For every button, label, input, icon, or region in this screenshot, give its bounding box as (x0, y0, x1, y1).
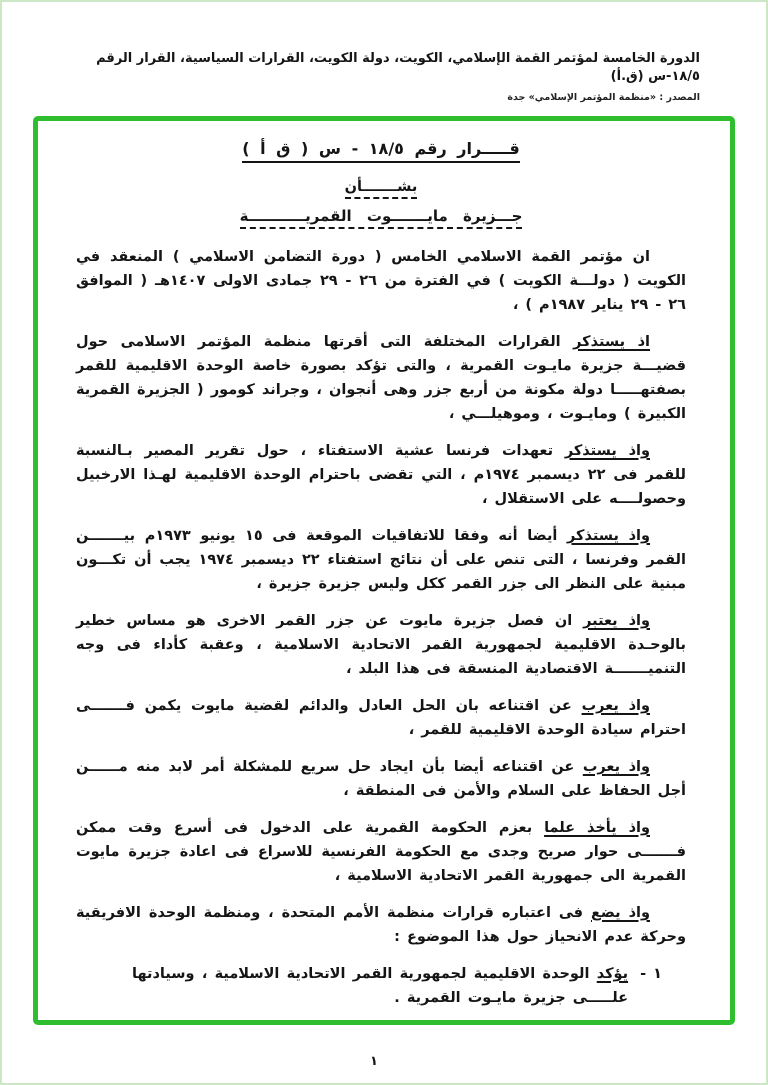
clause-lead: واذ يستذكر (564, 443, 650, 459)
clause-lead: واذ يضع (590, 905, 650, 921)
preamble-paragraph: ان مؤتمر القمة الاسلامي الخامس ( دورة التضامن الاسلامي ) المنعقد في الكويت ( دولـــة الكويت ) في الفترة من ٢٦ - ٢٩ جمادى الاولى ١٤٠٧هـ ( الموافق ٢٦ - ٢٩ يناير ١٩٨٧م ) ، (76, 249, 686, 313)
operative-item-number: ١ - (640, 966, 662, 982)
clause-lead: واذ يستذكر (567, 528, 651, 544)
clause-lead: اذ يستذكر (573, 334, 650, 350)
resolution-title: قـــــرار رقم ١٨/٥ - س ( ق أ ) (242, 139, 520, 163)
header-source: المصدر : «منظمة المؤتمر الإسلامي» جدة (507, 92, 700, 104)
clause-paragraph (76, 816, 686, 888)
clause-text: عن اقتناعه بان الحل العادل والدائم لقضية مايوت يكمن فـــــــى احترام سيادة الوحدة الاقليمية للقمر ، (76, 698, 686, 738)
clause-paragraph (76, 694, 686, 742)
clause-text: بعزم الحكومة القمرية على الدخول فى أسرع وقت ممكن فـــــــى حوار صريح وجدى مع الحكومة الفرنسية للاسراع فى اعادة جزيرة مايوت القمرية الى جمهورية القمر الاتحادية الاسلامية ، (76, 820, 686, 884)
page-number: ١ (370, 1054, 378, 1069)
clause-paragraph (76, 609, 686, 681)
clause-paragraph (76, 901, 686, 949)
resolution-about-row (76, 179, 686, 199)
highlight-frame (33, 116, 735, 1025)
clause-text: عن اقتناعه أيضا بأن ايجاد حل سريع للمشكلة أمر لابد منه مــــــن أجل الحفاظ على السلام والأمن فى المنطقة ، (76, 759, 686, 799)
clause-lead: واذ يأخذ علما (544, 820, 650, 836)
clause-paragraph (76, 755, 686, 803)
clause-text: تعهدات فرنسا عشية الاستفتاء ، حول تقرير المصير بـالنسبة للقمر فى ٢٢ ديسمبر ١٩٧٤م ، التي تقضى باحترام الوحدة الاقليمية لهـذا الارخبيل وحصولــــه على الاستقلال ، (76, 443, 686, 507)
resolution-subject-row (76, 207, 686, 229)
header-citation: الدورة الخامسة لمؤتمر القمة الإسلامي، الكويت، دولة الكويت، القرارات السياسية، القرار الرقم ١٨/٥-س (ق.أ) (96, 51, 700, 84)
clause-text: فى اعتباره قرارات منظمة الأمم المتحدة ، ومنظمة الوحدة الافريقية وحركة عدم الانحياز حول هذا الموضوع : (76, 905, 686, 945)
clause-paragraph (76, 439, 686, 511)
clause-paragraph (76, 524, 686, 596)
clause-lead: واذ يعتبر (583, 613, 650, 629)
operative-item-body (76, 962, 628, 1010)
clause-text: القرارات المختلفة التى أقرتها منظمة المؤتمر الاسلامى حول قضيـــة جزيرة مايـوت القمرية ، والتى تؤكد بصورة خاصة الوحدة الاقليمية للقمر بصفتهـــــا دولة مكونة من أربع جزر وهى أنجوان ، وجراند كومور ( الجزيرة القمرية الكبيرة ) ومايـوت ، وموهيلـــي ، (76, 334, 686, 422)
resolution-subject: جـــزيرة مايـــــــوت القمريـــــــــــة (240, 207, 523, 229)
clause-lead: واذ يعرب (581, 698, 650, 714)
clause-paragraph (76, 330, 686, 426)
clause-text: ان فصل جزيرة مايوت عن جزر القمر الاخرى هو مساس خطير بالوحـدة الاقليمية لجمهورية القمر الاتحادية الاسلامية ، وعقبة كأداء فى وجه التنميـــــــة الاقتصادية المنسقة فى هذا البلد ، (76, 613, 686, 677)
resolution-about: بشـــــــأن (345, 179, 418, 199)
document-header (62, 50, 700, 103)
clause-text: أيضا أنه وفقا للاتفاقيات الموقعة فى ١٥ يونيو ١٩٧٣م بيـــــــن القمر وفرنسا ، التى تنص على أن نتائج استفتاء ٢٢ ديسمبر ١٩٧٤ يجب أن تكـــون مبنية على النظر الى جزر القمر ككل وليس جزيرة جزيرة ، (76, 528, 686, 592)
resolution-title-row (76, 139, 686, 163)
clause-lead: واذ يعرب (582, 759, 650, 775)
operative-item (76, 962, 686, 1010)
operative-text: الوحدة الاقليمية لجمهورية القمر الاتحادية الاسلامية ، وسيادتها علـــــى جزيرة مايـوت القمرية . (132, 966, 629, 1006)
operative-lead: يؤكد (596, 966, 629, 982)
